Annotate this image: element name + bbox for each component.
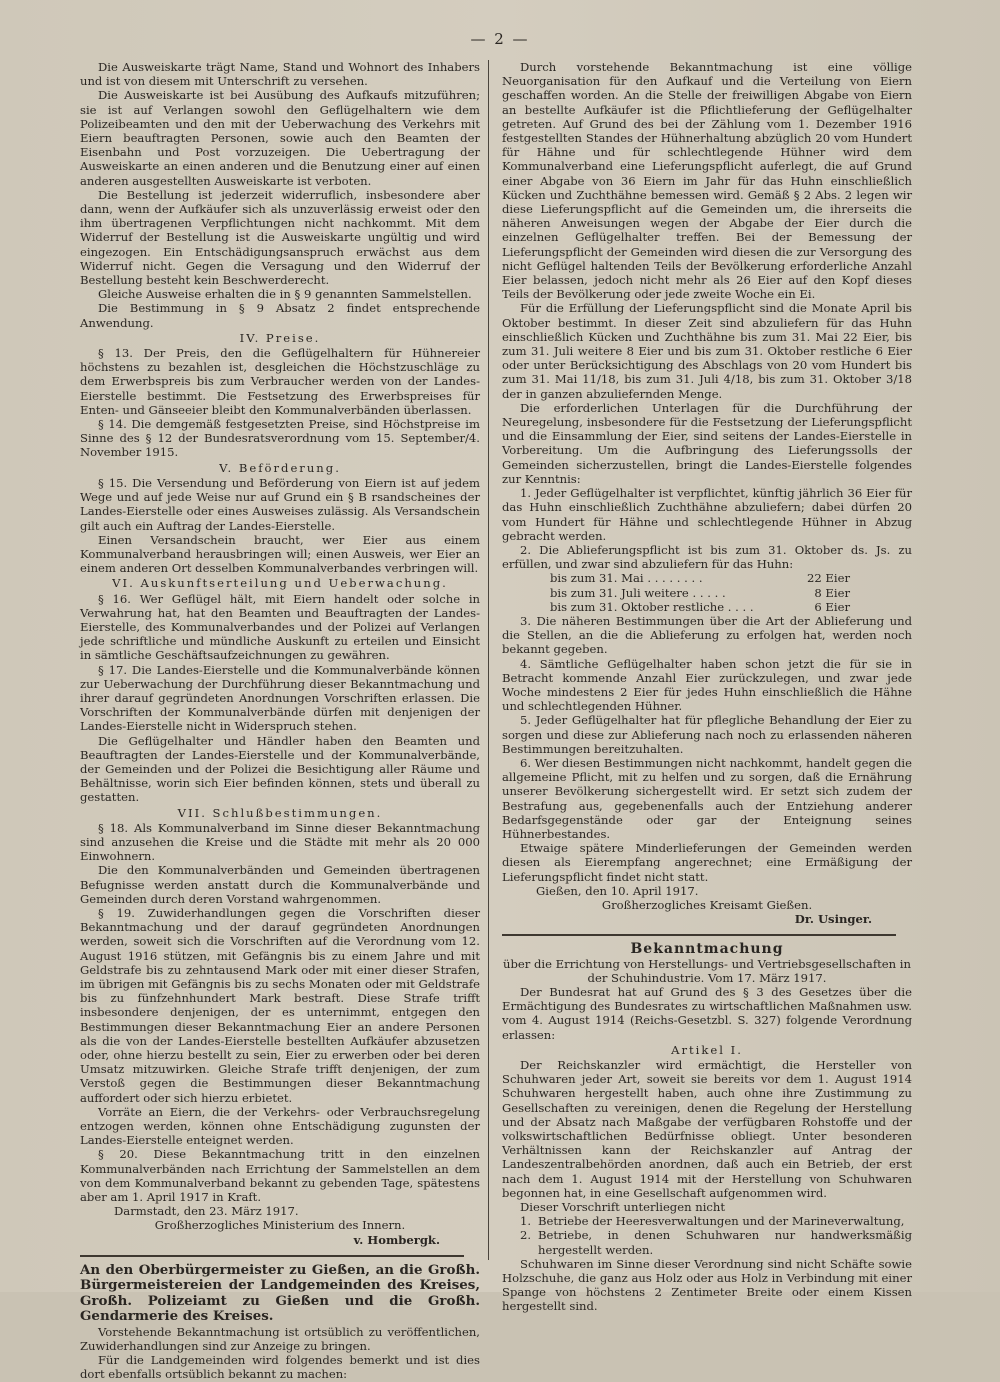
notice-addressees: An den Oberbürgermeister zu Gießen, an die Großh. Bürgermeistereien der Landgemeinden des Kreises, Großh. Polizeiamt zu Gießen und die Großh. Gendarmerie des Kreises. (80, 1261, 480, 1325)
exemption-list (520, 1214, 912, 1257)
egg-delivery-table (550, 571, 912, 614)
section-heading-iv: IV. Preise. (239, 330, 321, 345)
paragraph: Die Ausweiskarte ist bei Ausübung des Aufkaufs mitzuführen; sie ist auf Verlangen sowohl den Geflügelhaltern wie dem Polizeibeamten und den mit der Ueberwachung des Verkehrs mit Eiern beauftragten Personen, sowie auch den Beamten der Eisenbahn und Post vorzuzeigen. Die Uebertragung der Ausweiskarte an einen anderen und die Benutzung einer auf einen anderen ausgestellten Ausweiskarte ist verboten. (80, 88, 480, 188)
paragraph: Einen Versandschein braucht, wer Eier aus einem Kommunalverband herausbringen will; einen Ausweis, wer Eier an einem anderen Ort desselben Kommunalverbandes verbringen will. (80, 532, 480, 576)
numbered-item: 5. Jeder Geflügelhalter hat für pflegliche Behandlung der Eier zu sorgen und diese zur Ablieferung nach noch zu erlassenden näheren Bestimmungen bereitzuhalten. (502, 713, 912, 756)
page-number: — 2 — (470, 30, 530, 48)
table-row (550, 600, 850, 614)
list-item (520, 1214, 912, 1228)
paragraph: Durch vorstehende Bekanntmachung ist eine völlige Neuorganisation für den Aufkauf und die Verteilung von Eiern geschaffen worden. An die Stelle der freiwilligen Abgabe von Eiern an bestellte Aufkäufer ist die Pflichtlieferung der Geflügelhalter getreten. Auf Grund des bei der Zählung vom 1. Dezember 1916 festgestellten Standes der Hühnerhaltung abzüglich 20 vom Hundert für Hähne und für schlechtlegende Hühner wird dem Kommunalverband eine Lieferungspflicht auferlegt, die auf Grund einer Abgabe von 36 Eiern im Jahr für das Huhn einschließlich Kücken und Zuchthähne bemessen wird. Gemäß § 2 Abs. 2 legen wir diese Lieferungspflicht auf die Gemeinden um, die ihrerseits die näheren Anweisungen wegen der Abgabe der Eier durch die einzelnen Geflügelhalter treffen. Bei der Bemessung der Lieferungspflicht der Gemeinden wird diesen die zur Versorgung des nicht Geflügel haltenden Teils der Bevölkerung erforderliche Anzahl Eier belassen, jedoch nicht mehr als 26 Eier auf den Kopf dieses Teils der Bevölkerung oder jede zweite Woche ein Ei. (502, 60, 912, 302)
article-heading: Artikel I. (671, 1042, 743, 1057)
numbered-item: 2. Die Ablieferungspflicht ist bis zum 31. Oktober ds. Js. zu erfüllen, und zwar sind abzuliefern für das Huhn: (502, 542, 912, 572)
paragraph: Der Reichskanzler wird ermächtigt, die Hersteller von Schuhwaren jeder Art, soweit sie bereits vor dem 1. August 1914 Schuhwaren hergestellt haben, auch ohne ihre Zustimmung zu Gesellschaften zu vereinigen, denen die Regelung der Herstellung und der Absatz nach Maßgabe der verfügbaren Rohstoffe und der volkswirtschaftlichen Bedürfnisse obliegt. Unter besonderen Verhältnissen kann der Reichskanzler auf Antrag der Landeszentralbehörden anordnen, daß auch ein Betrieb, der erst nach dem 1. August 1914 mit der Herstellung von Schuhwaren begonnen hat, in eine Gesellschaft aufgenommen wird. (502, 1058, 912, 1200)
item-text: Betriebe der Heeresverwaltungen und der Marineverwaltung, (538, 1214, 905, 1229)
item-number: 1. (520, 1214, 532, 1229)
paragraph: Schuhwaren im Sinne dieser Verordnung sind nicht Schäfte sowie Holzschuhe, die ganz aus Holz oder aus Holz in Verbindung mit einer Spange von höchstens 2 Zentimeter Breite oder einem Kissen hergestellt sind. (502, 1256, 912, 1314)
row-value: 8 Eier (814, 585, 850, 600)
row-label: bis zum 31. Mai . . . . . . . . (550, 571, 703, 586)
issuing-authority: Großherzogliches Ministerium des Innern. (154, 1218, 406, 1233)
paragraph: Die Geflügelhalter und Händler haben den Beamten und Beauftragten der Landes-Eierstelle und der Kommunalverbände, der Gemeinden und der Polizei die Besichtigung aller Räume und Behältnisse, worin sich Eier befinden können, stets und überall zu gestatten. (80, 733, 480, 805)
paragraph: Die den Kommunalverbänden und Gemeinden übertragenen Befugnisse werden anstatt durch die Kommunalverbände und Gemeinden durch deren Vorstand wahrgenommen. (80, 863, 480, 906)
section-heading-vii: VII. Schlußbestimmungen. (177, 805, 383, 820)
table-row (550, 586, 850, 600)
paragraph: § 14. Die demgemäß festgesetzten Preise, sind Höchstpreise im Sinne des § 12 der Bundesratsverordnung vom 15. September/4. November 1915. (80, 417, 480, 460)
paragraph: § 17. Die Landes-Eierstelle und die Kommunalverbände können zur Ueberwachung der Durchführung dieser Bekanntmachung und ihrer darauf gegründeten Anordnungen Vorschriften erlassen. Die Vorschriften der Kommunalverbände dürfen mit denjenigen der Landes-Eierstelle nicht in Widerspruch stehen. (80, 662, 480, 734)
row-label: bis zum 31. Oktober restliche . . . . (550, 599, 754, 614)
table-row (550, 571, 850, 585)
signature: Dr. Usinger. (794, 912, 872, 927)
section-rule (80, 1255, 464, 1257)
paragraph: Der Bundesrat hat auf Grund des § 3 des Gesetzes über die Ermächtigung des Bundesrates zu wirtschaftlichen Maßnahmen usw. vom 4. August 1914 (Reichs-Gesetzbl. S. 327) folgende Verordnung erlassen: (502, 985, 912, 1042)
right-column (502, 60, 912, 1314)
row-value: 22 Eier (806, 571, 850, 586)
section-heading-vi: VI. Auskunftserteilung und Ueberwachung. (112, 576, 448, 591)
place-date: Darmstadt, den 23. März 1917. (114, 1204, 299, 1219)
row-label: bis zum 31. Juli weitere . . . . . (550, 585, 726, 600)
left-intro-paragraphs (80, 60, 480, 330)
signature: v. Hombergk. (353, 1232, 440, 1247)
numbered-item: 4. Sämtliche Geflügelhalter haben schon jetzt die für sie in Betracht kommende Anzahl Eier zurückzulegen, und zwar jede Woche mindestens 2 Eier für jedes Huhn einschließlich die Hähne und schlechtlegenden Hühner. (502, 656, 912, 714)
paragraph: Etwaige spätere Minderlieferungen der Gemeinden werden diesen als Eierempfang angerechnet; eine Ermäßigung der Lieferungspflicht findet nicht statt. (502, 841, 912, 884)
place-date: Gießen, den 10. April 1917. (536, 883, 699, 898)
paragraph: § 15. Die Versendung und Beförderung von Eiern ist auf jedem Wege und auf jede Weise nur auf Grund ein § B rsandscheines der Landes-Eierstelle oder eines Ausweises zulässig. Als Versandschein gilt auch ein Auftrag der Landes-Eierstelle. (80, 475, 480, 533)
left-column (80, 60, 480, 1382)
paragraph: Die Bestimmung in § 9 Absatz 2 findet entsprechende Anwendung. (80, 301, 480, 330)
announcement-title: Bekanntmachung (630, 941, 784, 958)
numbered-item: 3. Die näheren Bestimmungen über die Art der Ablieferung und die Stellen, an die die Ablieferung zu erfolgen hat, werden noch bekannt gegeben. (502, 613, 912, 657)
paragraph: Für die Erfüllung der Lieferungspflicht sind die Monate April bis Oktober bestimmt. In dieser Zeit sind abzuliefern für das Huhn einschließlich Kücken und Zuchthähne bis zum 31. Mai 22 Eier, bis zum 31. Juli weitere 8 Eier und bis zum 31. Oktober restliche 6 Eier oder unter Berücksichtigung des Abschlags von 20 vom Hundert bis zum 31. Mai 11/18, bis zum 31. Juli 4/18, bis zum 31. Oktober 3/18 der in ganzen abzuliefernden Menge. (502, 301, 912, 401)
row-value: 6 Eier (814, 599, 850, 614)
paragraph: § 19. Zuwiderhandlungen gegen die Vorschriften dieser Bekanntmachung und der darauf gegründeten Anordnungen werden, soweit sich die Vorschriften auf die Verordnung vom 12. August 1916 stützen, mit Gefängnis bis zu einem Jahre und mit Geldstrafe bis zu zehntausend Mark oder mit einer dieser Strafen, im übrigen mit Gefängnis bis zu sechs Monaten oder mit Geldstrafe bis zu fünfzehnhundert Mark bestraft. Diese Strafe trifft insbesondere denjenigen, der es unternimmt, entgegen den Bestimmungen dieser Bekanntmachung Eier an andere Personen als die von der Landes-Eierstelle bestellten Aufkäufer abzusetzen oder, ohne hierzu bestellt zu sein, Eier zu erwerben oder bei deren Umsatz mitzuwirken. Gleiche Strafe trifft denjenigen, der zum Verstoß gegen die Bestimmungen dieser Bekanntmachung auffordert oder sich hierzu erbietet. (80, 905, 480, 1105)
paragraph: Dieser Vorschrift unterliegen nicht (520, 1200, 726, 1215)
paragraph: § 20. Diese Bekanntmachung tritt in den einzelnen Kommunalverbänden nach Errichtung der Sammelstellen an dem von dem Kommunalverband bekannt zu gebenden Tage, spätestens aber am 1. April 1917 in Kraft. (80, 1147, 480, 1205)
item-number: 2. (520, 1228, 532, 1243)
paragraph: Gleiche Ausweise erhalten die in § 9 genannten Sammelstellen. (98, 287, 472, 302)
section-rule (502, 934, 896, 936)
paragraph: Für die Landgemeinden wird folgendes bemerkt und ist dies dort ebenfalls ortsüblich bekannt zu machen: (80, 1353, 480, 1382)
paragraph: § 13. Der Preis, den die Geflügelhaltern für Hühnereier höchstens zu bezahlen ist, desgleichen die Höchstzuschläge zu dem Erwerbspreis bis zum Verbraucher werden von der Landes-Eierstelle bestimmt. Die Festsetzung des Erwerbspreises für Enten- und Gänseeier bleibt den Kommunalverbänden überlassen. (80, 346, 480, 417)
announcement-subtitle: über die Errichtung von Herstellungs- und Vertriebsgesellschaften in der Schuhindustrie. Vom 17. März 1917. (503, 956, 911, 985)
item-text: Betriebe, in denen Schuhwaren nur handwerksmäßig hergestellt werden. (538, 1228, 912, 1257)
issuing-authority: Großherzogliches Kreisamt Gießen. (601, 897, 813, 912)
list-item (520, 1228, 912, 1256)
column-divider (488, 60, 489, 1260)
paragraph: Vorstehende Bekanntmachung ist ortsüblich zu veröffentlichen, Zuwiderhandlungen sind zur Anzeige zu bringen. (80, 1324, 480, 1354)
numbered-item: 6. Wer diesen Bestimmungen nicht nachkommt, handelt gegen die allgemeine Pflicht, mit zu helfen und zu sorgen, daß die Ernährung unserer Bevölkerung sichergestellt wird. Er setzt sich zudem der Bestrafung aus, gegebenenfalls auch der Entziehung anderer Bedarfsgegenstände oder gar der Enteignung seines Hühnerbestandes. (502, 755, 912, 841)
paragraph: Die erforderlichen Unterlagen für die Durchführung der Neuregelung, insbesondere für die Festsetzung der Lieferungspflicht und die Einsammlung der Eier, sind seitens der Landes-Eierstelle in Vorbereitung. Um die Aufbringung des Lieferungssolls der Gemeinden sicherzustellen, bringt die Landes-Eierstelle folgendes zur Kenntnis: (502, 400, 912, 486)
section-heading-v: V. Beförderung. (219, 460, 341, 475)
paragraph: § 16. Wer Geflügel hält, mit Eiern handelt oder solche in Verwahrung hat, hat den Beamten und Beauftragten der Landes-Eierstelle, des Kommunalverbandes und der Polizei auf Verlangen jede schriftliche und mündliche Auskunft zu erteilen und Einsicht in sämtliche Geschäftsaufzeichnungen zu gewähren. (80, 591, 480, 663)
paragraph: Vorräte an Eiern, die der Verkehrs- oder Verbrauchsregelung entzogen werden, können ohne Entschädigung zugunsten der Landes-Eierstelle enteignet werden. (80, 1104, 480, 1148)
numbered-item: 1. Jeder Geflügelhalter ist verpflichtet, künftig jährlich 36 Eier für das Huhn einschließlich Zuchthähne abzuliefern; dabei dürfen 20 vom Hundert für Hähne und schlechtlegende Hühner in Abzug gebracht werden. (502, 486, 912, 543)
paragraph: Die Bestellung ist jederzeit widerruflich, insbesondere aber dann, wenn der Aufkäufer sich als unzuverlässig erweist oder den ihm übertragenen Verpflichtungen nicht nachkommt. Mit dem Widerruf der Bestellung ist die Ausweiskarte ungültig und wird eingezogen. Ein Entschädigungsanspruch erwächst aus dem Widerruf nicht. Gegen die Versagung und den Widerruf der Bestellung besteht kein Beschwerderecht. (80, 187, 480, 288)
paragraph: § 18. Als Kommunalverband im Sinne dieser Bekanntmachung sind anzusehen die Kreise und die Städte mit mehr als 20 000 Einwohnern. (80, 820, 480, 864)
paragraph: Die Ausweiskarte trägt Name, Stand und Wohnort des Inhabers und ist von diesem mit Unterschrift zu versehen. (80, 60, 480, 89)
